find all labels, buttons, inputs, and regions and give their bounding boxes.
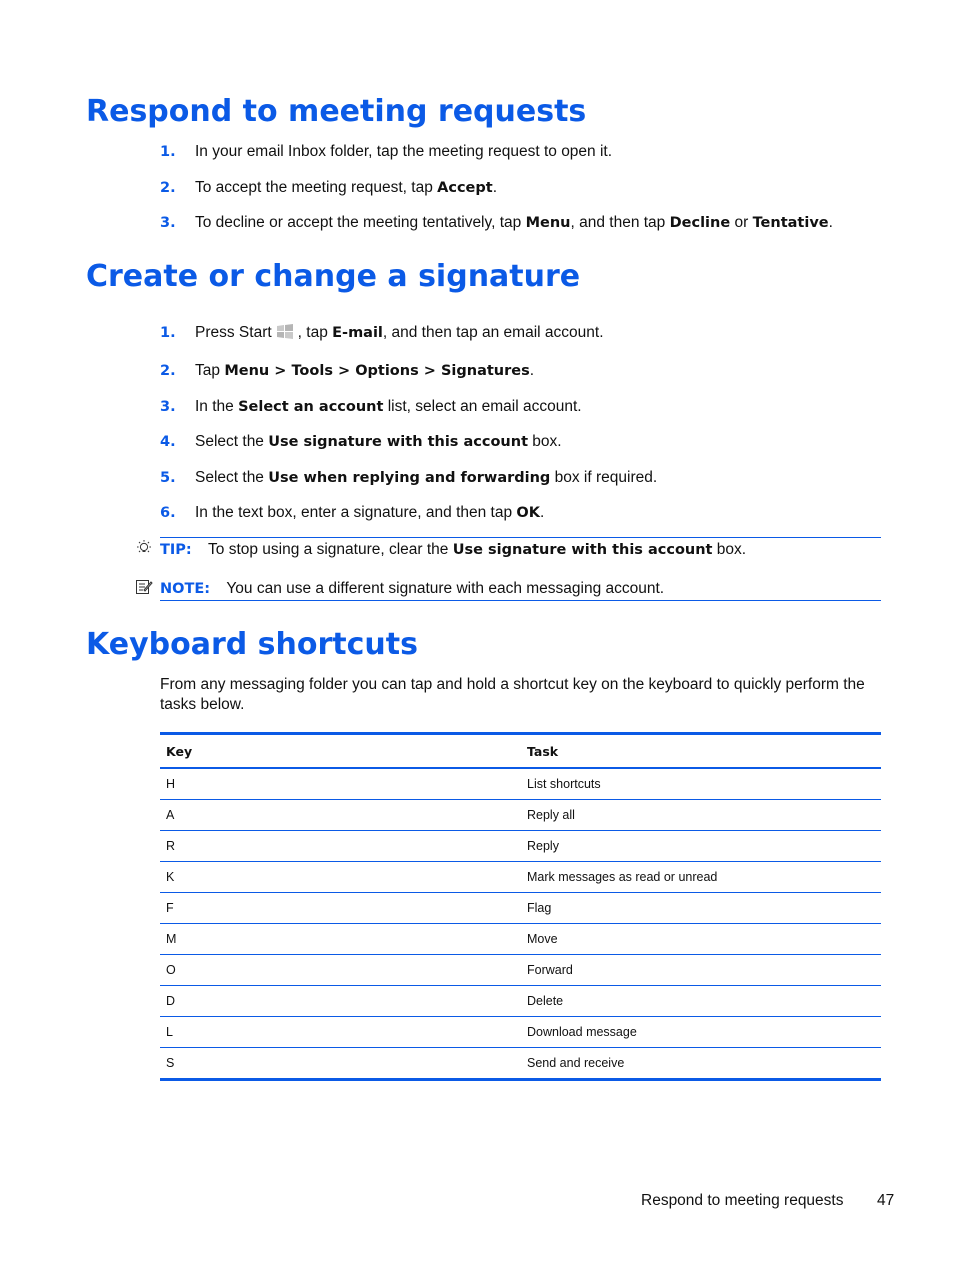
task-cell: Download message [521, 1017, 881, 1048]
tip-label: TIP: [160, 542, 192, 558]
note-callout: NOTE: You can use a different signature with each messaging account. [160, 580, 665, 597]
task-cell: Send and receive [527, 1056, 625, 1070]
tip-callout: TIP: To stop using a signature, clear the Use signature with this account box. [160, 541, 747, 558]
task-cell: Move [521, 924, 881, 955]
table-row [160, 986, 881, 1017]
table-row [160, 862, 881, 893]
step-text: To accept the meeting request, tap Accept. [195, 179, 497, 196]
step-number: 2. [160, 363, 176, 379]
lightbulb-icon [135, 539, 153, 557]
step-text: To decline or accept the meeting tentatively, tap Menu, and then tap Decline or Tentative. [195, 214, 833, 231]
task-cell: Forward [521, 955, 881, 986]
column-header-key: Key [160, 734, 521, 769]
key-cell: D [160, 986, 521, 1017]
heading-keyboard-shortcuts: Keyboard shortcuts [86, 627, 418, 662]
windows-start-icon [276, 323, 294, 340]
step-number: 1. [160, 144, 176, 160]
key-cell: L [160, 1017, 521, 1048]
footer-title: Respond to meeting requests [641, 1192, 844, 1209]
task-cell: Reply all [521, 800, 881, 831]
step-text: Tap Menu > Tools > Options > Signatures. [195, 362, 535, 379]
table-row [160, 768, 881, 800]
key-cell: A [160, 800, 521, 831]
step-number: 5. [160, 470, 176, 486]
step-number: 3. [160, 215, 176, 231]
step-number: 1. [160, 325, 176, 341]
note-icon [135, 578, 153, 596]
step-number: 4. [160, 434, 176, 450]
step-number: 2. [160, 180, 176, 196]
step-text: Select the Use when replying and forwarding box if required. [195, 469, 658, 486]
key-cell: O [160, 955, 521, 986]
step-text: In your email Inbox folder, tap the meeting request to open it. [195, 143, 613, 160]
table-row [160, 893, 881, 924]
step-text: Select the Use signature with this account box. [195, 433, 562, 450]
tip-top-rule [160, 537, 881, 538]
task-cell: Flag [521, 893, 881, 924]
key-cell: S [166, 1056, 175, 1070]
table-row [160, 1048, 881, 1080]
key-cell: F [160, 893, 521, 924]
key-cell: H [160, 768, 521, 800]
key-cell: K [160, 862, 521, 893]
heading-respond-meeting: Respond to meeting requests [86, 94, 587, 129]
step-text: In the Select an account list, select an email account. [195, 398, 582, 415]
task-cell: Reply [521, 831, 881, 862]
note-label: NOTE: [160, 581, 211, 597]
step-text: In the text box, enter a signature, and then tap OK. [195, 504, 545, 521]
step-number: 6. [160, 505, 176, 521]
table-row [160, 800, 881, 831]
shortcuts-table [160, 732, 881, 1081]
step-number: 3. [160, 399, 176, 415]
key-cell: M [160, 924, 521, 955]
column-header-task: Task [521, 734, 881, 769]
step-text: Press Start , tap E-mail, and then tap an email account. [195, 324, 604, 341]
heading-signature: Create or change a signature [86, 259, 581, 294]
table-row [160, 924, 881, 955]
shortcuts-intro: From any messaging folder you can tap and hold a shortcut key on the keyboard to quickly perform the tasks below. [160, 676, 865, 713]
task-cell: Mark messages as read or unread [521, 862, 881, 893]
key-cell: R [160, 831, 521, 862]
page-number: 47 [877, 1192, 895, 1209]
table-row [160, 955, 881, 986]
note-bottom-rule [160, 600, 881, 601]
table-row [160, 831, 881, 862]
task-cell: List shortcuts [521, 768, 881, 800]
table-header-row [160, 734, 881, 769]
task-cell: Delete [521, 986, 881, 1017]
table-row [160, 1017, 881, 1048]
